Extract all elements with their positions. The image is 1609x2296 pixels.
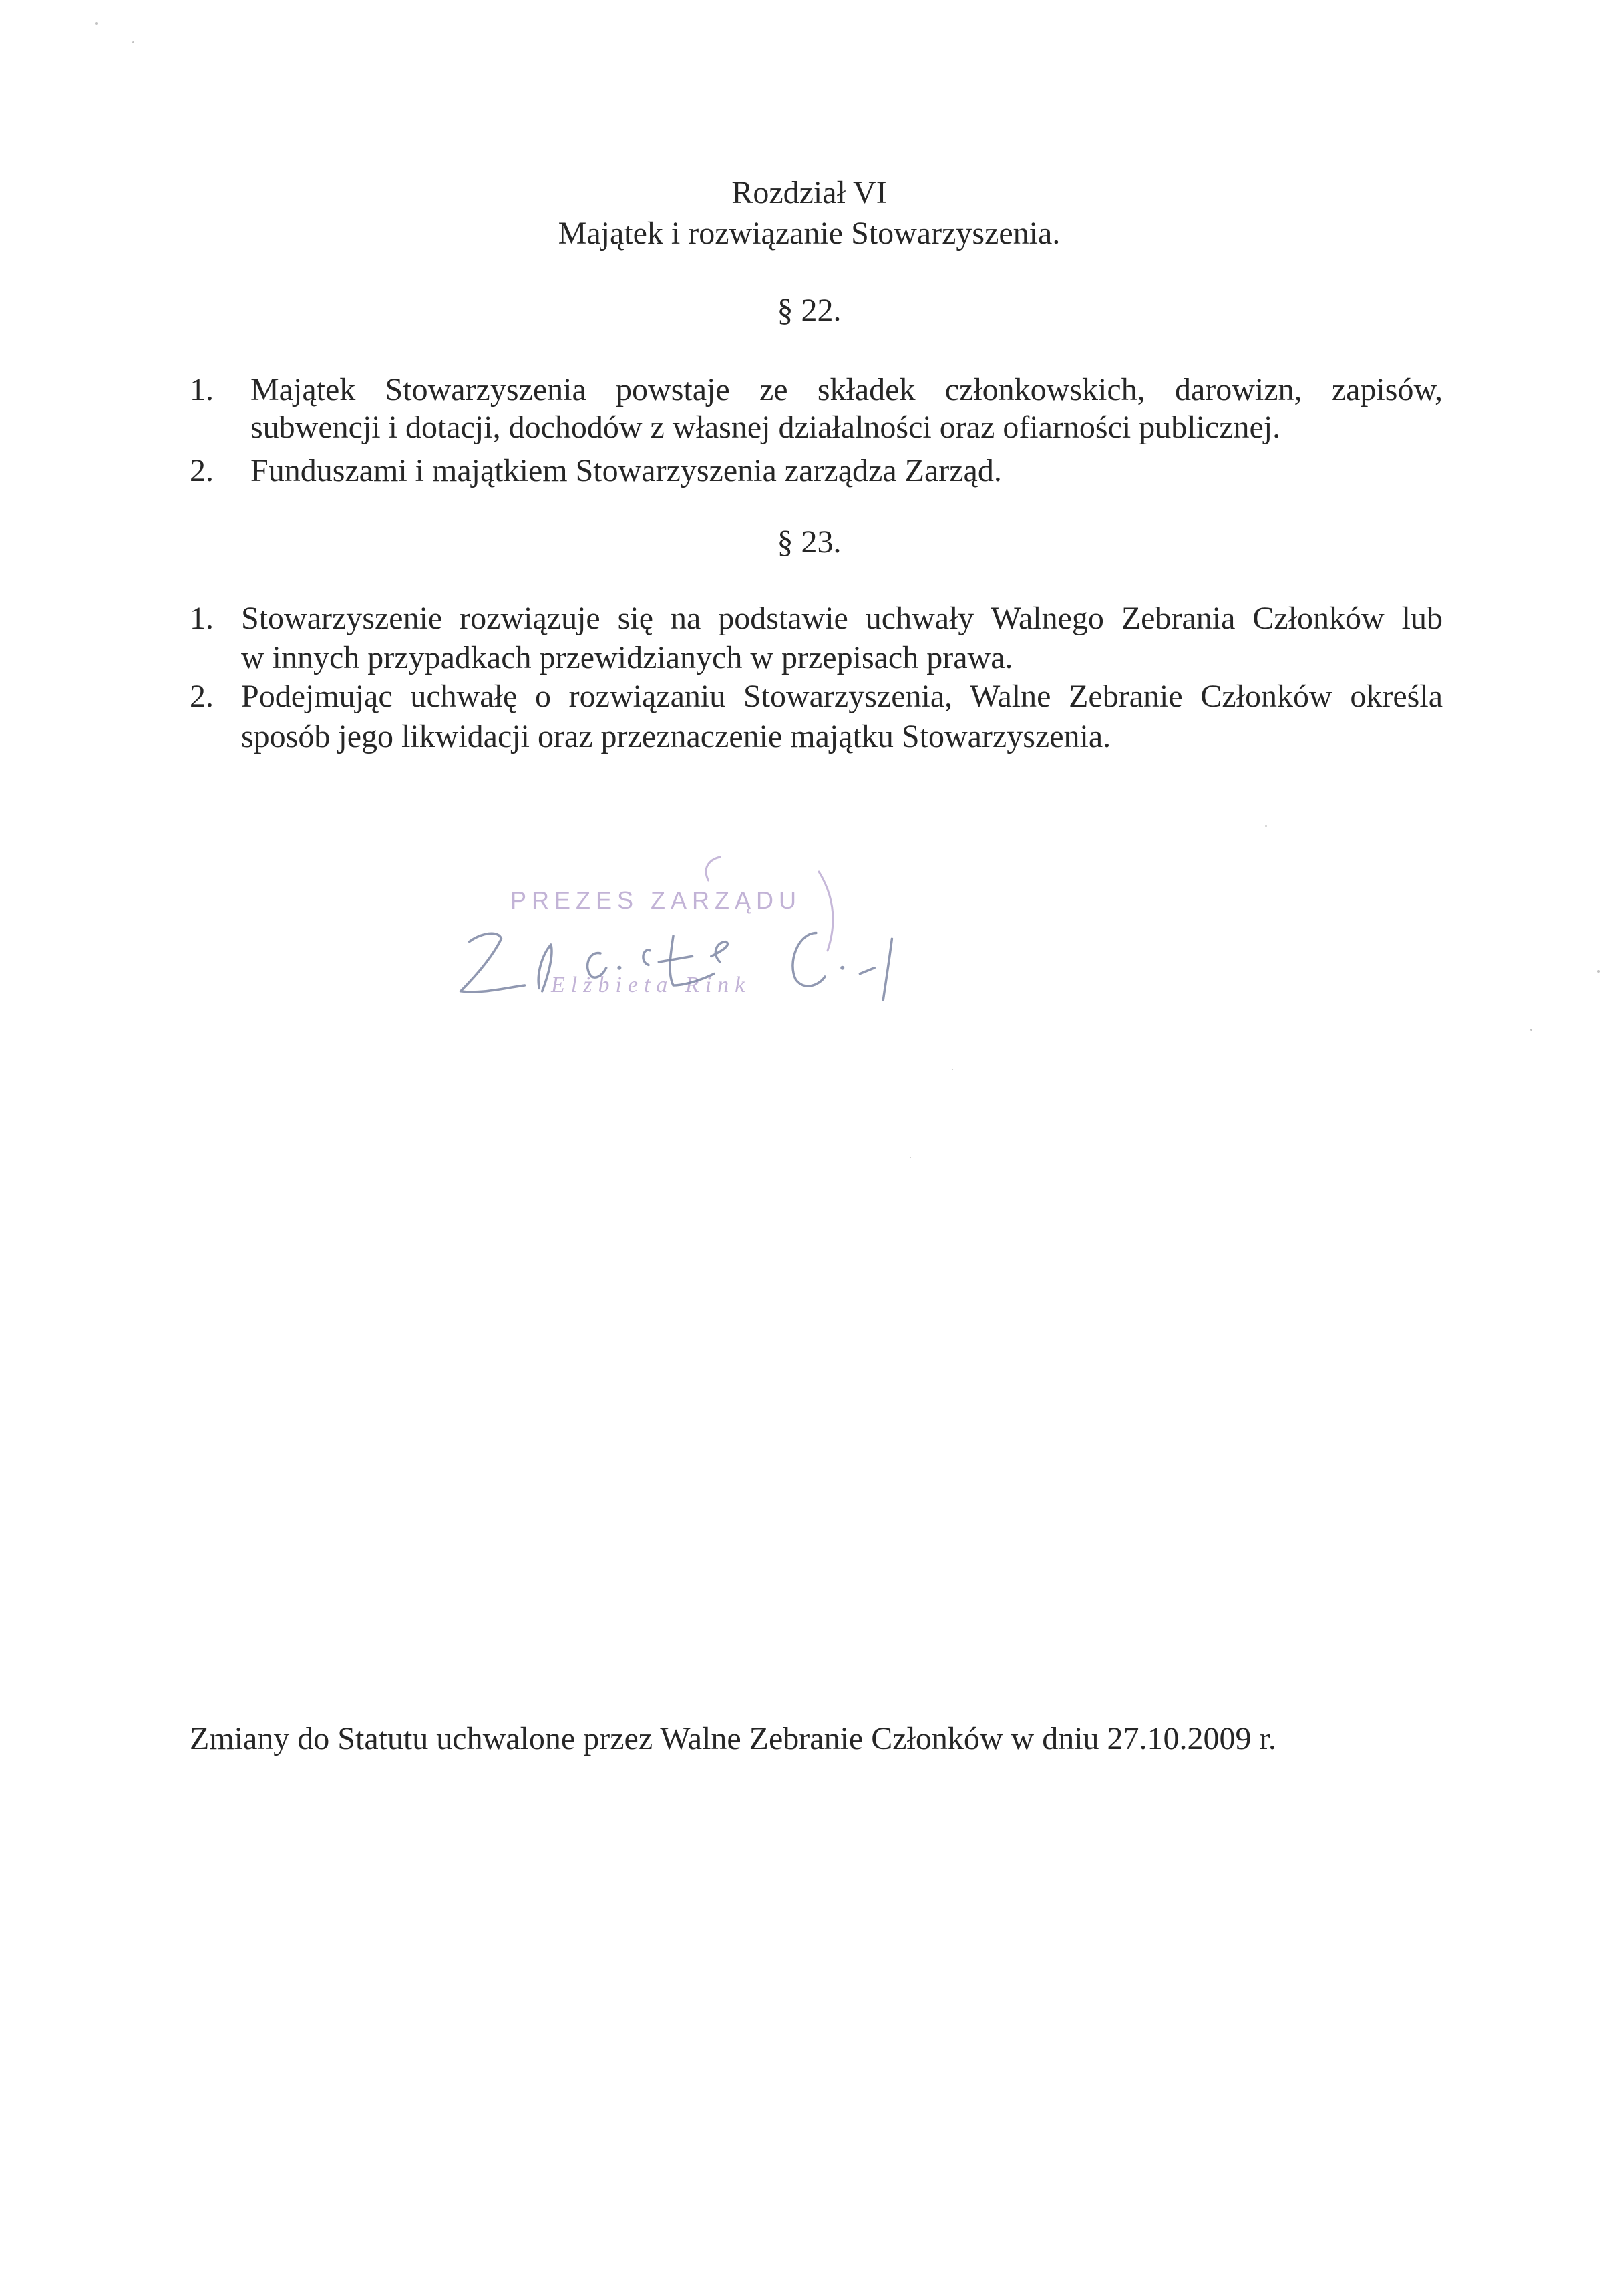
item-text (241, 677, 1443, 757)
signature-stroke (711, 942, 728, 962)
list-item (190, 677, 1443, 757)
section-heading: § 22. (777, 293, 842, 328)
item-text-line: Stowarzyszenie rozwiązuje się na podstawie uchwały Walnego Zebrania Członków lub (241, 601, 1443, 636)
scan-speck (1597, 970, 1600, 973)
stamp-arc (706, 857, 720, 880)
scan-speck (1265, 825, 1267, 827)
signature-dot (617, 966, 621, 970)
scan-speck (952, 1069, 953, 1070)
stamp-name: Elżbieta Rink (551, 973, 751, 997)
signature-stroke (588, 953, 606, 978)
item-text (250, 452, 1443, 490)
item-text-line: Podejmując uchwałę o rozwiązaniu Stowarzyszenia, Walne Zebranie Członków określa (241, 679, 1443, 714)
item-text-line: subwencji i dotacji, dochodów z własnej działalności oraz ofiarności publicznej. (250, 409, 1281, 445)
signature-stroke (538, 945, 552, 991)
signature (441, 842, 922, 1015)
item-number: 1. (190, 601, 214, 636)
signature-stroke (461, 933, 525, 992)
scan-speck (1530, 1029, 1532, 1031)
item-text (250, 371, 1443, 446)
signature-stroke (860, 968, 874, 974)
item-number: 2. (190, 679, 214, 714)
list-item (190, 599, 1443, 677)
item-text (241, 599, 1443, 677)
item-number: 2. (190, 453, 214, 488)
list-item (190, 452, 1443, 490)
stamp-title: PREZES ZARZĄDU (510, 886, 802, 914)
footer-note: Zmiany do Statutu uchwalone przez Walne Zebranie Członków w dniu 27.10.2009 r. (190, 1721, 1276, 1756)
signature-stroke (793, 933, 825, 987)
signature-stroke (883, 939, 892, 1000)
signature-stroke (670, 936, 714, 985)
item-text-line: sposób jego likwidacji oraz przeznaczenie majątku Stowarzyszenia. (241, 719, 1111, 754)
stamp-arc (819, 872, 833, 951)
list-item (190, 371, 1443, 446)
signature-stroke (643, 950, 650, 965)
scan-speck (132, 41, 134, 43)
section-heading: § 23. (777, 524, 842, 560)
signature-stroke (659, 956, 692, 962)
item-text-line: Majątek Stowarzyszenia powstaje ze składek członkowskich, darowizn, zapisów, (250, 372, 1443, 407)
scan-speck (910, 1157, 911, 1158)
item-text-line: Funduszami i majątkiem Stowarzyszenia zarządza Zarząd. (250, 453, 1002, 488)
signature-dot (840, 966, 844, 970)
chapter-subtitle: Majątek i rozwiązanie Stowarzyszenia. (558, 216, 1061, 251)
item-number: 1. (190, 372, 214, 407)
item-text-line: w innych przypadkach przewidzianych w przepisach prawa. (241, 640, 1013, 675)
scan-speck (95, 22, 98, 25)
chapter-title: Rozdział VI (731, 175, 887, 210)
